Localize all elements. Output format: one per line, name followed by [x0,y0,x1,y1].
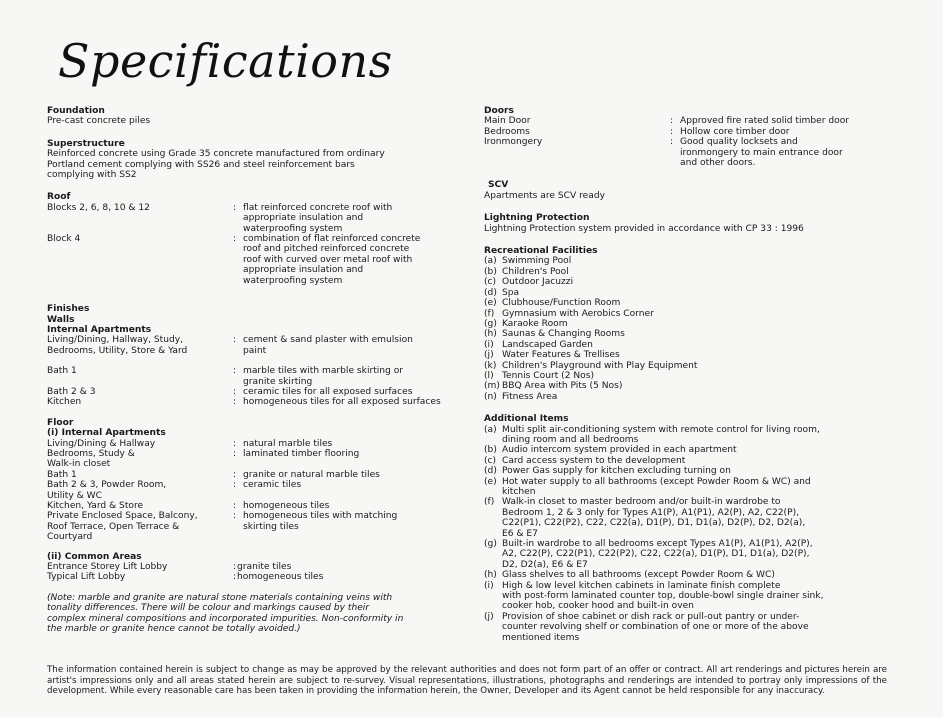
additional-tag: (a) [484,424,497,435]
recreational-heading: Recreational Facilities [484,246,598,257]
additional-item [484,581,884,612]
additional-item [484,445,884,455]
additional-section [484,414,884,643]
additional-text: Power Gas supply for kitchen excluding turning on [502,466,731,477]
walls-value: ceramic tiles for all exposed surfaces [243,386,413,397]
walls-heading: Walls [47,314,75,325]
facility-tag: (e) [484,298,497,309]
note-line: complex mineral compositions and incorporated impurities. Non-conformity in [47,613,404,624]
additional-item [484,456,884,466]
roof-label: Block 4 [47,234,81,245]
floor-label: Living/Dining & Hallway [47,438,156,449]
common-label: Typical Lift Lobby [47,572,126,583]
floor-row [47,480,452,501]
walls-label [47,335,233,356]
note-line: tonality differences. There will be colour and markings caused by their [47,603,370,614]
doors-value: Approved fire rated solid timber door [680,116,849,127]
additional-tag: (h) [484,570,497,581]
common-label: Entrance Storey Lift Lobby [47,562,168,573]
marble-granite-note [47,593,452,635]
roof-row [47,203,452,234]
colon: : [233,366,237,377]
additional-heading: Additional Items [484,414,569,425]
colon: : [233,572,237,583]
superstructure-heading: Superstructure [47,138,125,149]
floor-row [47,449,452,470]
colon: : [233,386,237,397]
additional-tag: (d) [484,466,497,477]
facility-text: Tennis Court (2 Nos) [502,370,595,381]
additional-item [484,477,884,498]
colon: : [670,126,674,137]
doors-row [484,127,884,137]
facility-item [484,329,884,339]
facility-tag: (h) [484,329,497,340]
facility-text: Gymnasium with Aerobics Corner [502,308,654,319]
additional-text [502,612,884,643]
floor-label [47,449,233,470]
additional-line: High & low level kitchen cabinets in laminate finish complete [502,580,781,591]
roof-value-line: roof with curved over metal roof with [243,254,413,265]
facility-item [484,288,884,298]
colon: : [233,501,237,511]
walls-value: homogeneous tiles for all exposed surfaces [243,397,441,408]
floor-value: granite or natural marble tiles [243,469,380,480]
additional-line: Multi split air-conditioning system with remote control for living room, [502,424,820,435]
walls-value-line: cement & sand plaster with emulsion [243,335,413,346]
doors-value-line: and other doors. [680,158,756,169]
facility-item [484,392,884,402]
facility-tag: (g) [484,318,497,329]
additional-line: Bedroom 1, 2 & 3 only for Types A1(P), A1(P1), A2(P), A2, C22(P), [502,507,800,518]
facility-tag: (i) [484,339,494,350]
walls-value-line: granite skirting [243,376,313,387]
doors-value [680,137,884,168]
doors-section [484,106,884,168]
doors-label: Main Door [484,116,531,127]
colon: : [670,116,674,127]
additional-line: Hot water supply to all bathrooms (except Powder Room & WC) and [502,476,811,487]
floor-value-line: skirting tiles [243,521,299,532]
walls-row [47,366,452,387]
walls-row [47,335,452,356]
additional-tag: (i) [484,580,494,591]
doors-value: Hollow core timber door [680,126,790,137]
additional-item [484,425,884,446]
doors-label: Ironmongery [484,137,543,148]
additional-tag: (b) [484,445,497,456]
internal-apartments-heading: Internal Apartments [47,324,152,335]
facility-tag: (n) [484,391,497,402]
floor-row [47,439,452,449]
superstructure-section [47,139,452,181]
walls-label: Bath 2 & 3 [47,386,96,397]
scv-section [484,180,884,201]
facility-text: Water Features & Trellises [502,350,620,361]
note-line: the marble or granite hence cannot be totally avoided.) [47,624,301,635]
walls-row [47,387,452,397]
facility-item [484,309,884,319]
facility-text: Swimming Pool [502,256,572,267]
roof-value [243,234,452,286]
floor-label: Bath 1 [47,469,77,480]
floor-label-line: Walk-in closet [47,459,111,470]
finishes-heading: Finishes [47,304,90,315]
walls-value-line: marble tiles with marble skirting or [243,366,404,377]
facility-text: Spa [502,287,520,298]
colon: : [233,234,237,245]
common-areas-heading: (ii) Common Areas [47,551,142,562]
superstructure-line: Reinforced concrete using Grade 35 concrete manufactured from ordinary [47,149,385,160]
colon: : [233,448,237,459]
additional-tag: (g) [484,539,497,550]
additional-text [502,477,884,498]
facility-text: Fitness Area [502,391,558,402]
facility-text: Clubhouse/Function Room [502,298,621,309]
additional-tag: (c) [484,455,497,466]
lightning-section [484,213,884,234]
additional-line: kitchen [502,487,536,497]
superstructure-line: complying with SS2 [47,170,137,181]
finishes-section [47,304,452,634]
floor-label-line: Bath 2 & 3, Powder Room, [47,480,167,491]
additional-item [484,497,884,539]
facility-tag: (j) [484,350,494,361]
facility-tag: (d) [484,287,497,298]
facility-text: BBQ Area with Pits (5 Nos) [502,381,623,392]
floor-label-line: Roof Terrace, Open Terrace & [47,521,180,532]
colon: : [233,469,237,480]
facility-item [484,319,884,329]
walls-value [243,366,452,387]
additional-text: Glass shelves to all bathrooms (except Powder Room & WC) [502,570,775,581]
roof-value-line: waterproofing system [243,223,343,234]
additional-item [484,539,884,570]
roof-value-line: appropriate insulation and [243,265,364,276]
additional-item [484,466,884,476]
facility-tag: (f) [484,308,495,319]
walls-row [47,397,452,407]
foundation-section [47,106,452,127]
additional-item [484,570,884,580]
common-row [47,572,452,582]
roof-value-line: flat reinforced concrete roof with [243,202,393,213]
doors-row [484,116,884,126]
roof-label: Blocks 2, 6, 8, 10 & 12 [47,202,150,213]
floor-internal-heading: (i) Internal Apartments [47,428,166,439]
walls-label: Kitchen [47,397,82,408]
floor-label [47,511,233,542]
doors-heading: Doors [484,106,514,116]
roof-value-line: appropriate insulation and [243,213,364,224]
scv-text: Apartments are SCV ready [484,190,605,201]
additional-line: C22(P1), C22(P2), C22, C22(a), D1(P), D1, D1(a), D2(P), D2, D2(a), [502,518,806,529]
facility-tag: (k) [484,360,497,371]
facility-item [484,361,884,371]
additional-tag: (e) [484,476,497,487]
additional-tag: (j) [484,611,494,622]
scv-heading: SCV [488,180,509,191]
walls-value-line: paint [243,345,267,356]
doors-value-line: Good quality locksets and [680,137,798,148]
walls-label-line: Living/Dining, Hallway, Study, [47,335,184,346]
floor-label: Kitchen, Yard & Store [47,501,144,511]
additional-text: Audio intercom system provided in each apartment [502,445,737,456]
colon: : [233,335,237,346]
floor-value: laminated timber flooring [243,448,360,459]
note-line: (Note: marble and granite are natural stone materials containing veins with [47,592,393,603]
floor-value: natural marble tiles [243,438,333,449]
additional-text [502,425,884,446]
additional-line: Walk-in closet to master bedroom and/or built-in wardrobe to [502,497,781,508]
roof-value [243,203,452,234]
roof-value-line: waterproofing system [243,275,343,286]
foundation-text: Pre-cast concrete piles [47,116,151,127]
facility-item [484,256,884,266]
floor-value: ceramic tiles [243,480,302,491]
floor-value: homogeneous tiles [243,501,330,511]
roof-heading: Roof [47,192,71,203]
facility-tag: (b) [484,266,497,277]
floor-row [47,470,452,480]
additional-line: cooker hob, cooker hood and built-in oven [502,601,694,612]
colon: : [233,438,237,449]
right-column [484,106,884,643]
lightning-heading: Lightning Protection [484,213,590,224]
facility-tag: (c) [484,277,497,288]
facility-item [484,277,884,287]
floor-row [47,501,452,511]
additional-line: A2, C22(P), C22(P1), C22(P2), C22, C22(a), D1(P), D1, D1(a), D2(P), [502,549,810,560]
floor-row [47,511,452,542]
colon: : [233,397,237,408]
additional-line: E6 & E7 [502,528,538,539]
additional-line: mentioned items [502,632,580,643]
doors-label: Bedrooms [484,126,530,137]
floor-value [243,511,452,542]
roof-value-line: combination of flat reinforced concrete [243,234,421,245]
facility-item [484,371,884,381]
floor-label-line: Utility & WC [47,490,102,501]
facility-text: Children's Pool [502,266,569,277]
foundation-heading: Foundation [47,106,105,116]
walls-label: Bath 1 [47,366,77,377]
walls-label-line: Bedrooms, Utility, Store & Yard [47,345,188,356]
floor-label [47,480,233,501]
walls-value [243,335,452,356]
facility-tag: (a) [484,256,497,267]
additional-text [502,497,884,539]
page-title: Specifications [58,34,393,88]
disclaimer: The information contained herein is subject to change as may be approved by the relevant authorities and does not form part of an offer or contract. All art renderings and pictures herein are artist's impressions only and all areas stated herein are subject to re-survey. Visual representations, illustrations, photographs and renderings are intended to portray only impressions of the development. While every reasonable care has been taken in providing the information herein, the Owner, Developer and its Agent cannot be held responsible for any inaccuracy. [47,665,887,697]
recreational-section [484,246,884,402]
additional-item [484,612,884,643]
colon: : [233,562,237,573]
doors-row [484,137,884,168]
facility-text: Outdoor Jacuzzi [502,277,574,288]
lightning-text: Lightning Protection system provided in accordance with CP 33 : 1996 [484,223,804,234]
facility-text: Saunas & Changing Rooms [502,329,625,340]
roof-section [47,192,452,286]
facility-tag: (l) [484,370,494,381]
colon: : [233,511,237,522]
facility-text: Karaoke Room [502,318,568,329]
facility-item [484,350,884,360]
floor-label-line: Bedrooms, Study & [47,448,135,459]
additional-text [502,581,884,612]
additional-line: counter revolving shelf or combination of one or more of the above [502,622,809,633]
additional-line: Built-in wardrobe to all bedrooms except Types A1(P), A1(P1), A2(P), [502,539,813,550]
additional-line: with post-form laminated counter top, double-bowl single drainer sink, [502,591,824,602]
left-column [47,106,452,634]
facility-item [484,381,884,391]
facility-text: Children's Playground with Play Equipment [502,360,698,371]
additional-text [502,539,884,570]
facility-item [484,267,884,277]
floor-label-line: Courtyard [47,532,93,543]
additional-line: Provision of shoe cabinet or dish rack or pull-out pantry or under- [502,611,800,622]
common-value: homogeneous tiles [237,572,324,583]
roof-row [47,234,452,286]
floor-label-line: Private Enclosed Space, Balcony, [47,511,198,522]
floor-value-line: homogeneous tiles with matching [243,511,398,522]
additional-tag: (f) [484,497,495,508]
facility-tag: (m) [484,381,500,392]
additional-text: Card access system to the development [502,455,686,466]
colon: : [670,137,674,148]
common-row [47,562,452,572]
additional-line: dining room and all bedrooms [502,434,639,445]
colon: : [233,202,237,213]
superstructure-line: Portland cement complying with SS26 and steel reinforcement bars [47,159,355,170]
roof-value-line: roof and pitched reinforced concrete [243,244,410,255]
facility-item [484,298,884,308]
colon: : [233,480,237,491]
additional-line: D2, D2(a), E6 & E7 [502,559,588,570]
common-value: granite tiles [237,562,292,573]
facility-item [484,340,884,350]
facility-text: Landscaped Garden [502,339,593,350]
doors-value-line: ironmongery to main entrance door [680,147,843,158]
floor-heading: Floor [47,417,74,428]
